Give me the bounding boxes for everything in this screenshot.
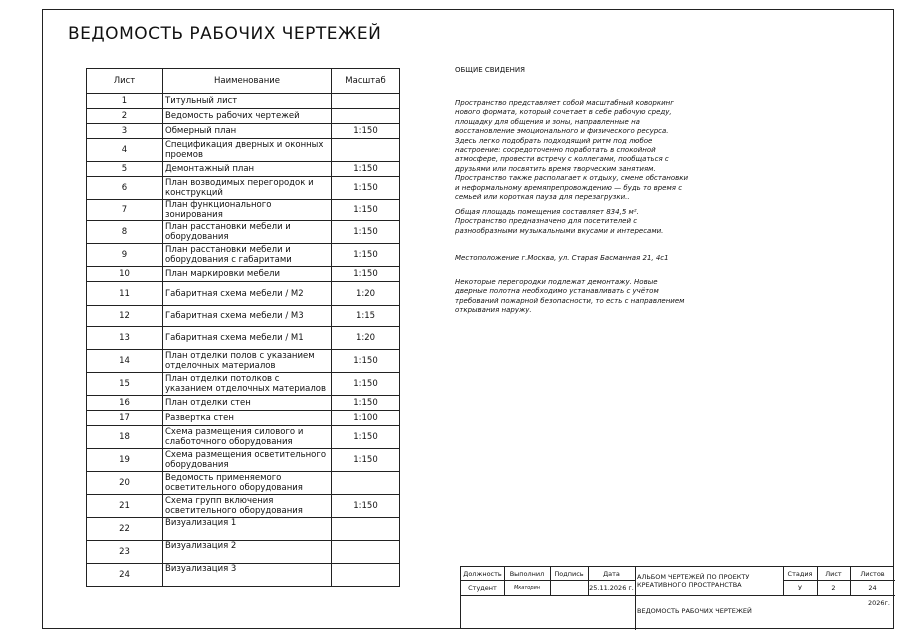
stamp-stage: У (798, 583, 802, 592)
table-row (87, 564, 400, 587)
table-row (87, 162, 400, 177)
stamp-sheet: 2 (831, 583, 836, 592)
sheet-scale-cell: 1:100 (332, 411, 400, 426)
stamp-signature (550, 580, 588, 595)
sheet-list-table (86, 68, 400, 587)
sheet-scale-cell: 1:20 (332, 327, 400, 350)
sheet-name-cell: План возводимых перегородок и конструкций (163, 177, 332, 200)
table-row (87, 221, 400, 244)
sheet-scale-cell (332, 518, 400, 541)
sheet-number-cell: 16 (87, 396, 163, 411)
sheet-scale-cell: 1:150 (332, 267, 400, 282)
sheet-name-cell: План отделки полов с указанием отделочных материалов (163, 350, 332, 373)
sheet-scale-cell (332, 109, 400, 124)
sheet-scale-cell: 1:15 (332, 306, 400, 327)
sheet-scale-cell: 1:150 (332, 221, 400, 244)
notes-description: Пространство представляет собой масштабный коворкинг нового формата, который сочетает в себе рабочую среду, площадку для общения и зоны, направленные на восстановление эмоционального и физического ресурса. Здесь легко подобрать подходящий ритм под любое настроение: сосредоточенно поработать в спокойной атмосфере, провести встречу с коллегами, пообщаться с друзьями или посвятить время творческим занятиям. Пространство также располагает к отдыху, смене обстановки и неформальному времяпрепровождению — будь то время с семьей или короткая пауза для перезагрузки.. (455, 99, 689, 202)
sheet-number-cell: 14 (87, 350, 163, 373)
sheet-name-cell: План расстановки мебели и оборудования (163, 221, 332, 244)
sheet-scale-cell: 1:150 (332, 200, 400, 221)
table-row (87, 327, 400, 350)
sheet-number-cell: 1 (87, 94, 163, 109)
sheet-name-cell: Габаритная схема мебели / М3 (163, 306, 332, 327)
title-block (460, 566, 894, 629)
table-row (87, 109, 400, 124)
sheet-name-cell: Развертка стен (163, 411, 332, 426)
table-row (87, 449, 400, 472)
table-row (87, 267, 400, 282)
sheet-number-cell: 17 (87, 411, 163, 426)
notes-location: Местоположение г.Москва, ул. Старая Басманная 21, 4с1 (455, 254, 669, 262)
sheet-name-cell: Схема групп включения осветительного оборудования (163, 495, 332, 518)
sheet-number-cell: 15 (87, 373, 163, 396)
notes-demolition: Некоторые перегородки подлежат демонтажу. Новые дверные полотна необходимо устанавливать с учётом требований пожарной безопасности, то есть с направлением открывания наружу. (455, 278, 685, 315)
sheet-number-cell: 7 (87, 200, 163, 221)
sheet-number-cell: 22 (87, 518, 163, 541)
sheet-number-cell: 12 (87, 306, 163, 327)
stamp-col-sheets: Листов (860, 569, 885, 578)
sheet-scale-cell (332, 564, 400, 587)
sheet-name-cell: Габаритная схема мебели / М2 (163, 282, 332, 306)
sheet-name-cell: Визуализация 2 (163, 541, 332, 564)
sheet-scale-cell: 1:150 (332, 244, 400, 267)
table-row (87, 426, 400, 449)
table-header-row (87, 69, 400, 94)
sheet-number-cell: 2 (87, 109, 163, 124)
table-row (87, 472, 400, 495)
table-row (87, 541, 400, 564)
table-row (87, 244, 400, 267)
table-row (87, 495, 400, 518)
table-row (87, 350, 400, 373)
sheet-number-cell: 13 (87, 327, 163, 350)
sheet-name-cell: Визуализация 3 (163, 564, 332, 587)
sheet-number-cell: 4 (87, 139, 163, 162)
sheet-name-cell: Демонтажный план (163, 162, 332, 177)
stamp-col-done: Выполнил (509, 569, 545, 578)
header-name: Наименование (163, 69, 332, 94)
table-row (87, 411, 400, 426)
sheet-number-cell: 20 (87, 472, 163, 495)
sheet-scale-cell (332, 472, 400, 495)
stamp-album-title: АЛЬБОМ ЧЕРТЕЖЕЙ ПО ПРОЕКТУ КРЕАТИВНОГО ПРОСТРАНСТВА (637, 573, 750, 589)
table-row (87, 94, 400, 109)
sheet-number-cell: 9 (87, 244, 163, 267)
notes-area: Общая площадь помещения составляет 834,5 м². Пространство предназначено для посетителей с разнообразными музыкальными вкусами и интересами. (455, 208, 664, 235)
sheet-scale-cell: 1:150 (332, 350, 400, 373)
sheet-name-cell: План маркировки мебели (163, 267, 332, 282)
sheet-number-cell: 3 (87, 124, 163, 139)
sheet-scale-cell: 1:150 (332, 449, 400, 472)
sheet-scale-cell (332, 541, 400, 564)
sheet-scale-cell: 1:150 (332, 495, 400, 518)
table-row (87, 373, 400, 396)
page-title: ВЕДОМОСТЬ РАБОЧИХ ЧЕРТЕЖЕЙ (68, 24, 382, 44)
sheet-number-cell: 23 (87, 541, 163, 564)
stamp-position: Студент (468, 583, 497, 592)
sheet-name-cell: Габаритная схема мебели / М1 (163, 327, 332, 350)
stamp-sheet-title: ВЕДОМОСТЬ РАБОЧИХ ЧЕРТЕЖЕЙ (637, 607, 752, 615)
sheet-name-cell: Ведомость рабочих чертежей (163, 109, 332, 124)
stamp-col-stage: Стадия (787, 569, 813, 578)
sheet-scale-cell: 1:150 (332, 426, 400, 449)
sheet-scale-cell: 1:150 (332, 396, 400, 411)
table-row (87, 200, 400, 221)
sheet-name-cell: Визуализация 1 (163, 518, 332, 541)
stamp-date: 25.11.2026 г. (589, 583, 634, 592)
sheet-name-cell: План отделки стен (163, 396, 332, 411)
notes-heading: ОБЩИЕ СВИДЕНИЯ (455, 66, 526, 74)
sheet-number-cell: 10 (87, 267, 163, 282)
sheet-number-cell: 21 (87, 495, 163, 518)
table-row (87, 139, 400, 162)
table-row (87, 282, 400, 306)
sheet-name-cell: Схема размещения осветительного оборудования (163, 449, 332, 472)
header-scale: Масштаб (332, 69, 400, 94)
sheet-scale-cell: 1:150 (332, 124, 400, 139)
sheet-name-cell: Ведомость применяемого осветительного оборудования (163, 472, 332, 495)
stamp-col-sheet: Лист (825, 569, 842, 578)
sheet-number-cell: 8 (87, 221, 163, 244)
stamp-sheets: 24 (868, 583, 877, 592)
sheet-name-cell: План отделки потолков с указанием отделочных материалов (163, 373, 332, 396)
sheet-scale-cell: 1:150 (332, 177, 400, 200)
sheet-name-cell: План функционального зонирования (163, 200, 332, 221)
table-row (87, 396, 400, 411)
sheet-number-cell: 5 (87, 162, 163, 177)
sheet-number-cell: 19 (87, 449, 163, 472)
sheet-name-cell: Спецификация дверных и оконных проемов (163, 139, 332, 162)
sheet-name-cell: Титульный лист (163, 94, 332, 109)
sheet-scale-cell: 1:150 (332, 162, 400, 177)
sheet-number-cell: 24 (87, 564, 163, 587)
sheet-scale-cell (332, 139, 400, 162)
stamp-col-date: Дата (603, 569, 620, 578)
sheet-name-cell: План расстановки мебели и оборудования с габаритами (163, 244, 332, 267)
header-sheet: Лист (87, 69, 163, 94)
stamp-done-by: Мкаторин (513, 584, 541, 591)
sheet-number-cell: 6 (87, 177, 163, 200)
table-row (87, 306, 400, 327)
table-row (87, 124, 400, 139)
table-row (87, 518, 400, 541)
sheet-scale-cell: 1:20 (332, 282, 400, 306)
sheet-scale-cell (332, 94, 400, 109)
sheet-number-cell: 18 (87, 426, 163, 449)
sheet-name-cell: Обмерный план (163, 124, 332, 139)
sheet-rows (87, 94, 400, 587)
stamp-col-position: Должность (463, 569, 502, 578)
sheet-name-cell: Схема размещения силового и слаботочного оборудования (163, 426, 332, 449)
table-row (87, 177, 400, 200)
stamp-year: 2026г. (867, 599, 890, 607)
stamp-col-sign: Подпись (554, 569, 584, 578)
sheet-number-cell: 11 (87, 282, 163, 306)
sheet-scale-cell: 1:150 (332, 373, 400, 396)
